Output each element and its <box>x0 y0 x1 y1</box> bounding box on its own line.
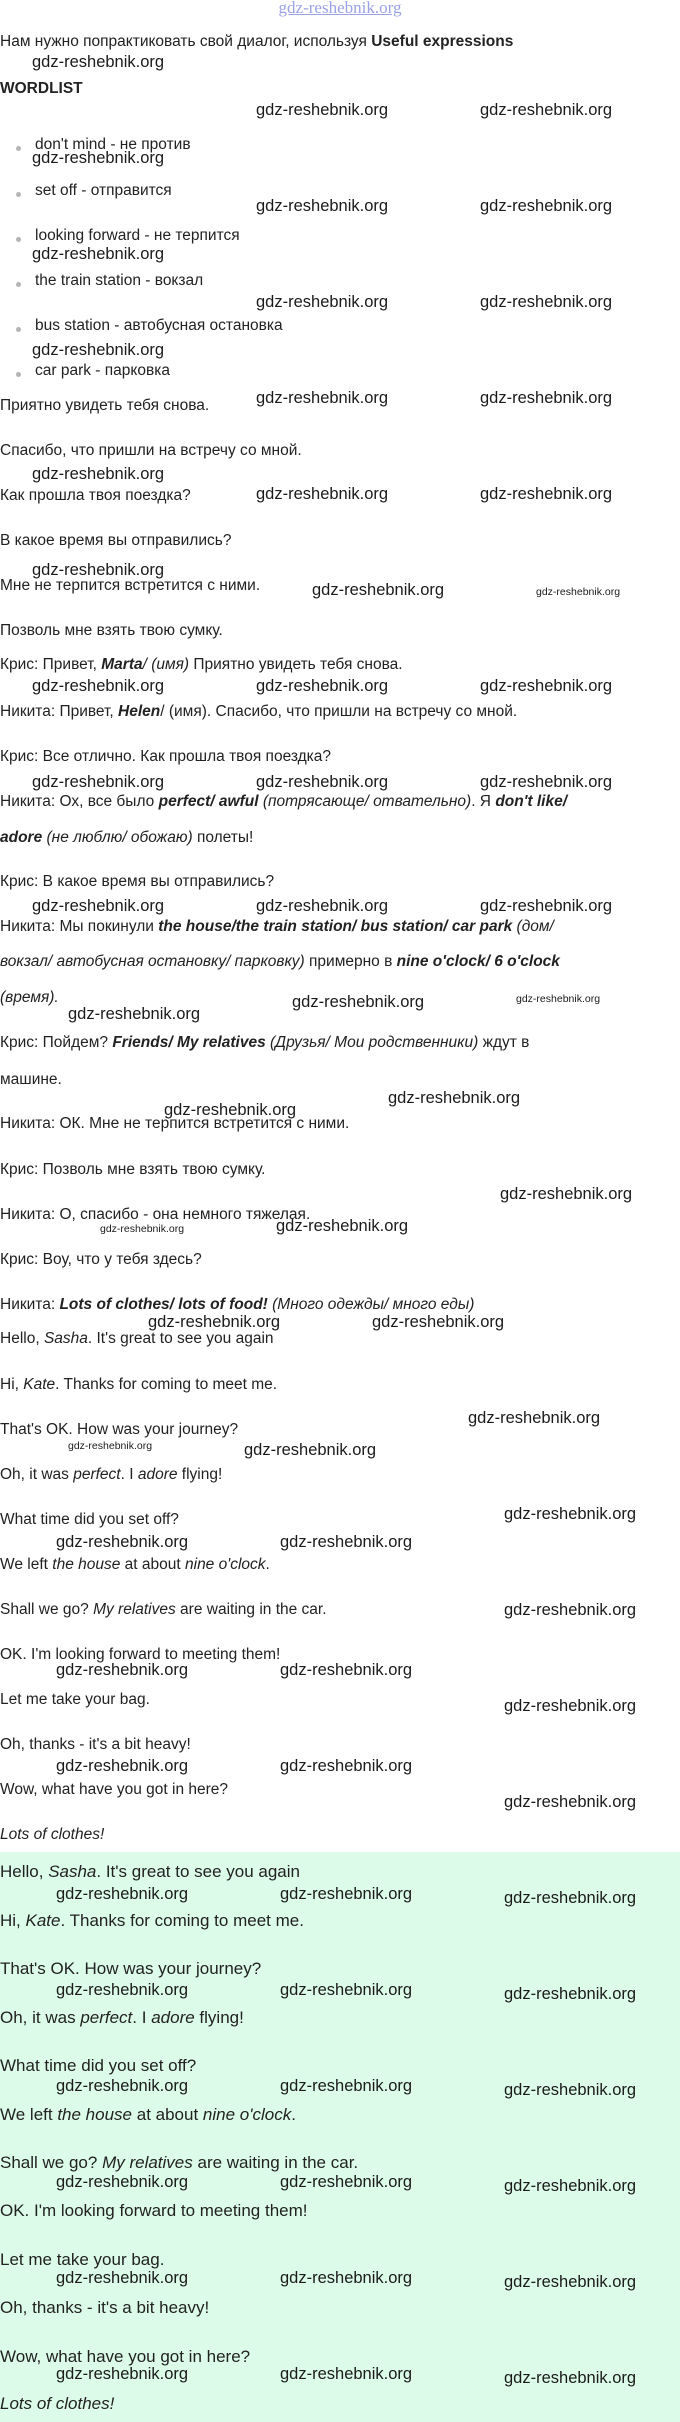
watermark: gdz-reshebnik.org <box>480 101 613 119</box>
watermark: gdz-reshebnik.org <box>32 897 165 915</box>
watermark: gdz-reshebnik.org <box>32 561 165 579</box>
dialog-ru-line: Никита: Привет, Helen/ (имя). Спасибо, что пришли на встречу со мной. <box>0 703 518 720</box>
watermark: gdz-reshebnik.org <box>504 1601 637 1619</box>
watermark: gdz-reshebnik.org <box>56 1981 189 1999</box>
bullet-icon <box>16 192 21 197</box>
dialog-ru-line: Никита: Lots of clothes/ lots of food! (Много одежды/ много еды) <box>0 1296 475 1313</box>
watermark: gdz-reshebnik.org <box>256 485 389 503</box>
watermark: gdz-reshebnik.org <box>32 341 165 359</box>
dialog-en-answer-line: OK. I'm looking forward to meeting them! <box>0 2201 308 2220</box>
watermark: gdz-reshebnik.org <box>256 197 389 215</box>
ru-phrase: Спасибо, что пришли на встречу со мной. <box>0 442 302 459</box>
dialog-en-line: Wow, what have you got in here? <box>0 1781 229 1798</box>
watermark: gdz-reshebnik.org <box>280 2077 413 2095</box>
dialog-en-line: Hello, Sasha. It's great to see you again <box>0 1330 274 1347</box>
dialog-en-line: What time did you set off? <box>0 1511 179 1528</box>
dialog-en-answer-line: Shall we go? My relatives are waiting in the car. <box>0 2153 359 2172</box>
watermark: gdz-reshebnik.org <box>256 101 389 119</box>
intro-text: Нам нужно попрактиковать свой диалог, используя Useful expressions <box>0 33 514 50</box>
watermark: gdz-reshebnik.org <box>56 1533 189 1551</box>
dialog-en-answer-line: Hello, Sasha. It's great to see you again <box>0 1862 300 1881</box>
dialog-ru-line: (время). <box>0 989 59 1006</box>
ru-phrase: Мне не терпится встретится с ними. <box>0 577 261 594</box>
watermark: gdz-reshebnik.org <box>372 1313 505 1331</box>
dialog-ru-line: Крис: Привет, Marta/ (имя) Приятно увидеть тебя снова. <box>0 656 403 673</box>
dialog-en-answer-line: We left the house at about nine o'clock. <box>0 2105 296 2124</box>
dialog-ru-line: adore (не люблю/ обожаю) полеты! <box>0 829 254 846</box>
watermark: gdz-reshebnik.org <box>256 897 389 915</box>
watermark: gdz-reshebnik.org <box>32 465 165 483</box>
dialog-en-answer-line: Oh, it was perfect. I adore flying! <box>0 2008 244 2027</box>
watermark: gdz-reshebnik.org <box>480 389 613 407</box>
bullet-icon <box>16 372 21 377</box>
watermark: gdz-reshebnik.org <box>504 2369 637 2387</box>
watermark: gdz-reshebnik.org <box>56 2173 189 2191</box>
dialog-en-line: Lots of clothes! <box>0 1826 105 1843</box>
watermark: gdz-reshebnik.org <box>32 245 165 263</box>
watermark: gdz-reshebnik.org <box>388 1089 521 1107</box>
dialog-en-line: Oh, it was perfect. I adore flying! <box>0 1466 223 1483</box>
bullet-icon <box>16 146 21 151</box>
watermark: gdz-reshebnik.org <box>280 1981 413 1999</box>
wordlist-item: looking forward - не терпится <box>35 227 240 244</box>
dialog-en-line: Hi, Kate. Thanks for coming to meet me. <box>0 1376 278 1393</box>
watermark: gdz-reshebnik.org <box>480 485 613 503</box>
watermark: gdz-reshebnik.org <box>56 1885 189 1903</box>
watermark: gdz-reshebnik.org <box>504 1697 637 1715</box>
wordlist-item: the train station - вокзал <box>35 272 204 289</box>
watermark: gdz-reshebnik.org <box>504 1793 637 1811</box>
watermark: gdz-reshebnik.org <box>280 2365 413 2383</box>
dialog-ru-line: вокзал/ автобусная остановку/ парковку) примерно в nine o'clock/ 6 o'clock <box>0 953 560 970</box>
dialog-ru-line: Никита: Ох, все было perfect/ awful (потрясающе/ отвательно). Я don't like/ <box>0 793 568 810</box>
watermark: gdz-reshebnik.org <box>100 1223 185 1235</box>
watermark: gdz-reshebnik.org <box>244 1441 377 1459</box>
watermark: gdz-reshebnik.org <box>56 2077 189 2095</box>
watermark: gdz-reshebnik.org <box>280 2173 413 2191</box>
watermark: gdz-reshebnik.org <box>280 1757 413 1775</box>
watermark: gdz-reshebnik.org <box>516 993 601 1005</box>
wordlist-title: WORDLIST <box>0 80 83 97</box>
dialog-en-answer-line: Hi, Kate. Thanks for coming to meet me. <box>0 1911 304 1930</box>
wordlist-item: car park - парковка <box>35 362 170 379</box>
dialog-en-answer-line: Let me take your bag. <box>0 2250 165 2269</box>
watermark: gdz-reshebnik.org <box>480 897 613 915</box>
dialog-ru-line: Крис: Пойдем? Friends/ My relatives (Друзья/ Мои родственники) ждут в <box>0 1034 530 1051</box>
ru-phrase: Позволь мне взять твою сумку. <box>0 622 223 639</box>
watermark: gdz-reshebnik.org <box>504 2273 637 2291</box>
dialog-ru-line: Крис: Воу, что у тебя здесь? <box>0 1251 202 1268</box>
site-title-link[interactable]: gdz-reshebnik.org <box>278 0 402 17</box>
watermark: gdz-reshebnik.org <box>56 2269 189 2287</box>
dialog-en-answer-line: Wow, what have you got in here? <box>0 2347 251 2366</box>
watermark: gdz-reshebnik.org <box>536 586 621 598</box>
watermark: gdz-reshebnik.org <box>292 993 425 1011</box>
dialog-en-line: OK. I'm looking forward to meeting them! <box>0 1646 281 1663</box>
watermark: gdz-reshebnik.org <box>480 677 613 695</box>
watermark: gdz-reshebnik.org <box>164 1101 297 1119</box>
wordlist-item: bus station - автобусная остановка <box>35 317 283 334</box>
dialog-en-line: Oh, thanks - it's a bit heavy! <box>0 1736 191 1753</box>
wordlist-item: set off - отправится <box>35 182 172 199</box>
dialog-en-line: We left the house at about nine o'clock. <box>0 1556 270 1573</box>
dialog-ru-line: Никита: Мы покинули the house/the train station/ bus station/ car park (дом/ <box>0 918 554 935</box>
dialog-en-answer-line: Lots of clothes! <box>0 2394 115 2413</box>
dialog-ru-line: Никита: ОК. Мне не терпится встретится с ними. <box>0 1115 350 1132</box>
watermark: gdz-reshebnik.org <box>32 773 165 791</box>
watermark: gdz-reshebnik.org <box>504 1985 637 2003</box>
bullet-icon <box>16 327 21 332</box>
dialog-en-answer-line: That's OK. How was your journey? <box>0 1959 262 1978</box>
dialog-ru-line: Крис: Все отлично. Как прошла твоя поездка? <box>0 748 332 765</box>
watermark: gdz-reshebnik.org <box>32 53 165 71</box>
dialog-en-answer-line: What time did you set off? <box>0 2056 197 2075</box>
dialog-ru-line: Крис: Позволь мне взять твою сумку. <box>0 1161 266 1178</box>
bullet-icon <box>16 282 21 287</box>
watermark: gdz-reshebnik.org <box>32 149 165 167</box>
watermark: gdz-reshebnik.org <box>256 293 389 311</box>
watermark: gdz-reshebnik.org <box>256 389 389 407</box>
bullet-icon <box>16 237 21 242</box>
ru-phrase: Приятно увидеть тебя снова. <box>0 397 210 414</box>
watermark: gdz-reshebnik.org <box>56 1661 189 1679</box>
watermark: gdz-reshebnik.org <box>480 773 613 791</box>
dialog-en-answer-line: Oh, thanks - it's a bit heavy! <box>0 2298 210 2317</box>
highlighted-answer-block <box>0 1852 680 2422</box>
watermark: gdz-reshebnik.org <box>56 1757 189 1775</box>
watermark: gdz-reshebnik.org <box>312 581 445 599</box>
watermark: gdz-reshebnik.org <box>68 1005 201 1023</box>
watermark: gdz-reshebnik.org <box>504 2081 637 2099</box>
watermark: gdz-reshebnik.org <box>280 2269 413 2287</box>
watermark: gdz-reshebnik.org <box>256 677 389 695</box>
dialog-ru-line: Никита: О, спасибо - она немного тяжелая. <box>0 1206 311 1223</box>
ru-phrase: В какое время вы отправились? <box>0 532 232 549</box>
watermark: gdz-reshebnik.org <box>280 1533 413 1551</box>
watermark: gdz-reshebnik.org <box>68 1440 153 1452</box>
ru-phrase: Как прошла твоя поездка? <box>0 487 191 504</box>
dialog-en-line: Shall we go? My relatives are waiting in the car. <box>0 1601 327 1618</box>
watermark: gdz-reshebnik.org <box>468 1409 601 1427</box>
dialog-ru-line: Крис: В какое время вы отправились? <box>0 873 275 890</box>
watermark: gdz-reshebnik.org <box>504 1505 637 1523</box>
watermark: gdz-reshebnik.org <box>280 1661 413 1679</box>
dialog-en-line: Let me take your bag. <box>0 1691 150 1708</box>
watermark: gdz-reshebnik.org <box>480 197 613 215</box>
watermark: gdz-reshebnik.org <box>276 1217 409 1235</box>
watermark: gdz-reshebnik.org <box>280 1885 413 1903</box>
watermark: gdz-reshebnik.org <box>504 2177 637 2195</box>
dialog-ru-line: машине. <box>0 1071 62 1088</box>
watermark: gdz-reshebnik.org <box>500 1185 633 1203</box>
watermark: gdz-reshebnik.org <box>148 1313 281 1331</box>
watermark: gdz-reshebnik.org <box>480 293 613 311</box>
watermark: gdz-reshebnik.org <box>56 2365 189 2383</box>
dialog-en-line: That's OK. How was your journey? <box>0 1421 239 1438</box>
watermark: gdz-reshebnik.org <box>504 1889 637 1907</box>
watermark: gdz-reshebnik.org <box>32 677 165 695</box>
watermark: gdz-reshebnik.org <box>256 773 389 791</box>
wordlist-item: don't mind - не против <box>35 136 191 153</box>
